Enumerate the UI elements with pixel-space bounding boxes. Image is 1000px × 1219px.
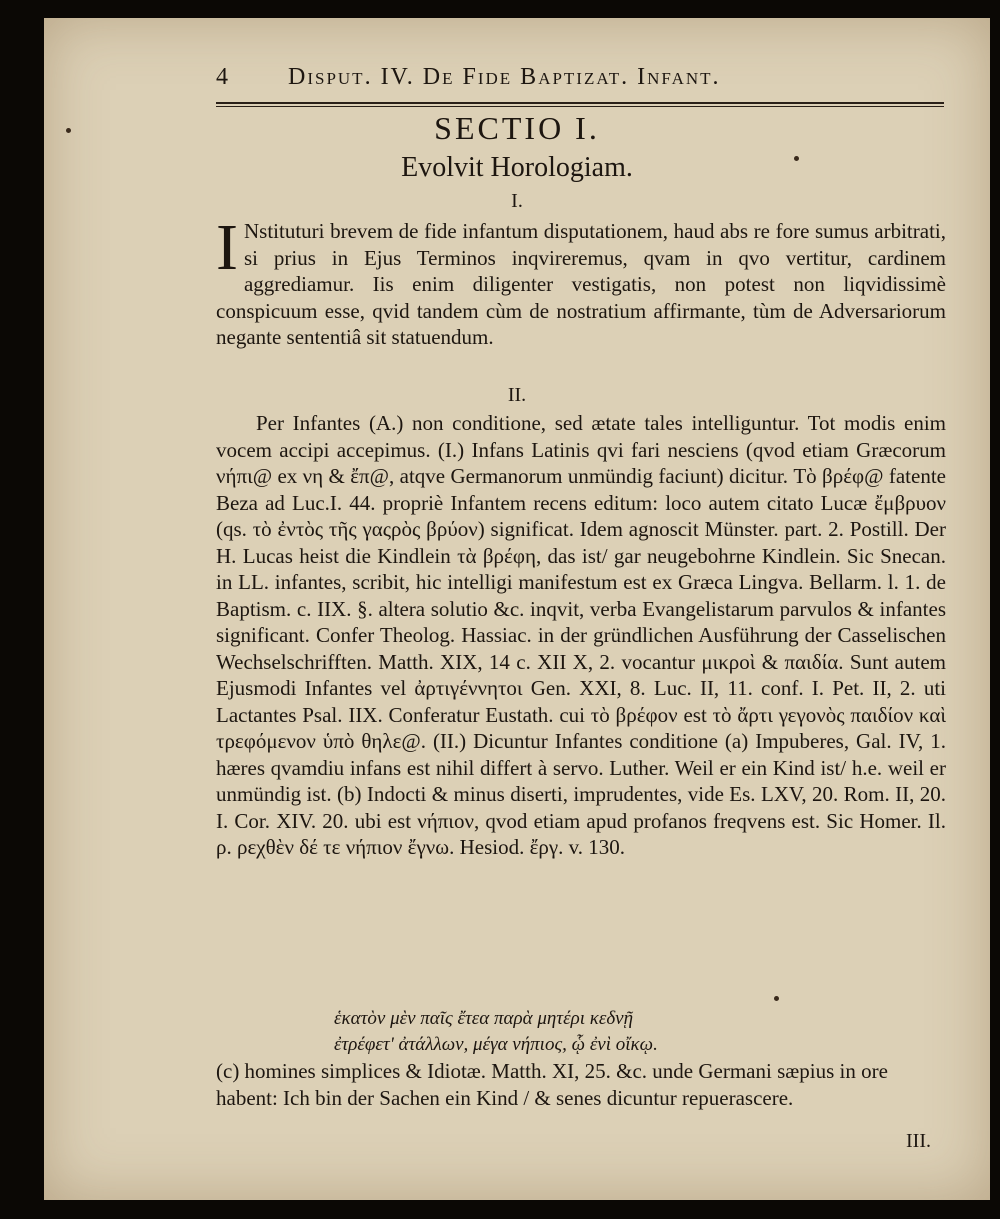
section-title: SECTIO I.	[434, 110, 600, 146]
paragraph-3	[216, 1058, 946, 1111]
paragraph-3-text: (c) homines simplices & Idiotæ. Matth. XI, 25. &c. unde Germani sæpius in ore habent: Ich bin der Sachen ein Kind / & senes dicuntur repuerascere.	[216, 1059, 888, 1110]
ink-speck	[794, 156, 799, 161]
greek-verse-line-2: ἐτρέφετ' ἀτάλλων, μέγα νήπιος, ᾧ ἐνὶ οἴκῳ.	[334, 1034, 658, 1055]
book-page	[44, 18, 990, 1200]
paragraph-2	[216, 410, 946, 861]
paragraph-2-text: Per Infantes (A.) non conditione, sed ætate tales intelliguntur. Tot modis enim vocem accipi accepimus. (I.) Infans Latinis qvi fari nesciens (qvod etiam Græcorum νήπι@ ex νη & ἔπ@, atqve Germanorum unmündig faciunt) dicitur. Τὸ βρέφ@ fatente Beza ad Luc.I. 44. propriè Infantem recens editum: loco autem citato Lucæ ἔμβρυον (qs. τὸ ἐντὸς τῆς γαςρὸς βρύον) significat. Idem agnoscit Münster. part. 2. Postill. Der H. Lucas heist die Kindlein τὰ βρέφη, das ist/ gar neugebohrne Kindlein. Sic Snecan. in LL. infantes, scribit, hic intelligi manifestum est ex Græca Lingva. Bellarm. l. 1. de Baptism. c. IIX. §. altera solutio &c. inqvit, verba Evangelistarum parvulos & infantes significant. Confer Theolog. Hassiac. in der gründlichen Ausführung der Casselischen Wechselschrifften. Matth. XIX, 14 c. XII X, 2. vocantur μικροὶ & παιδία. Sunt autem Ejusmodi Infantes vel ἀρτιγέννητοι Gen. XXI, 8. Luc. II, 11. conf. I. Pet. II, 2. uti Lactantes Psal. IIX. Conferatur Eustath. cui τὸ βρέφον est τὸ ἄρτι γεγονὸς παιδίον καὶ τρεφόμενον ὑπὸ θηλε@. (II.) Dicuntur Infantes conditione (a) Impuberes, Gal. IV, 1. hæres qvamdiu infans est nihil differt à servo. Luther. Weil er ein Kind ist/ h.e. weil er unmündig ist. (b) Indocti & minus diserti, imprudentes, vide Es. LXV, 20. Rom. II, 20. I. Cor. XIV. 20. ubi est νήπιον, qvod etiam apud profanos freqvens est. Sic Homer. Il. ρ. ρεχθὲν δέ τε νήπιον ἔγνω. Hesiod. ἔργ. v. 130.	[216, 411, 946, 859]
ink-speck	[774, 996, 779, 1001]
running-title: Disput. IV. De Fide Baptizat. Infant.	[288, 64, 721, 90]
paragraph-number-1: I.	[511, 190, 523, 212]
ink-speck	[66, 128, 71, 133]
paragraph-number-2: II.	[507, 384, 527, 406]
catchword: III.	[906, 1130, 931, 1152]
header-rule-thin	[216, 106, 944, 107]
drop-cap: I	[216, 211, 238, 284]
page-number: 4	[216, 64, 229, 90]
greek-verse-line-1: ἑκατὸν μὲν παῖς ἔτεα παρὰ μητέρι κεδνῇ	[334, 1008, 634, 1029]
header-rule	[216, 102, 944, 104]
paragraph-1	[216, 211, 946, 351]
paragraph-1-text: Nstituturi brevem de fide infantum disputationem, haud abs re fore sumus arbitrati, si prius in Ejus Terminos inqvireremus, qvam in qvo vertitur, cardinem aggrediamur. Iis enim diligenter vestigatis, non potest non liqvidissimè conspicuum esse, qvid tandem cùm de nostratium affirmante, tùm de Adversariorum negante sententiâ sit statuendum.	[216, 219, 946, 349]
section-subtitle: Evolvit Horologiam.	[401, 152, 633, 183]
